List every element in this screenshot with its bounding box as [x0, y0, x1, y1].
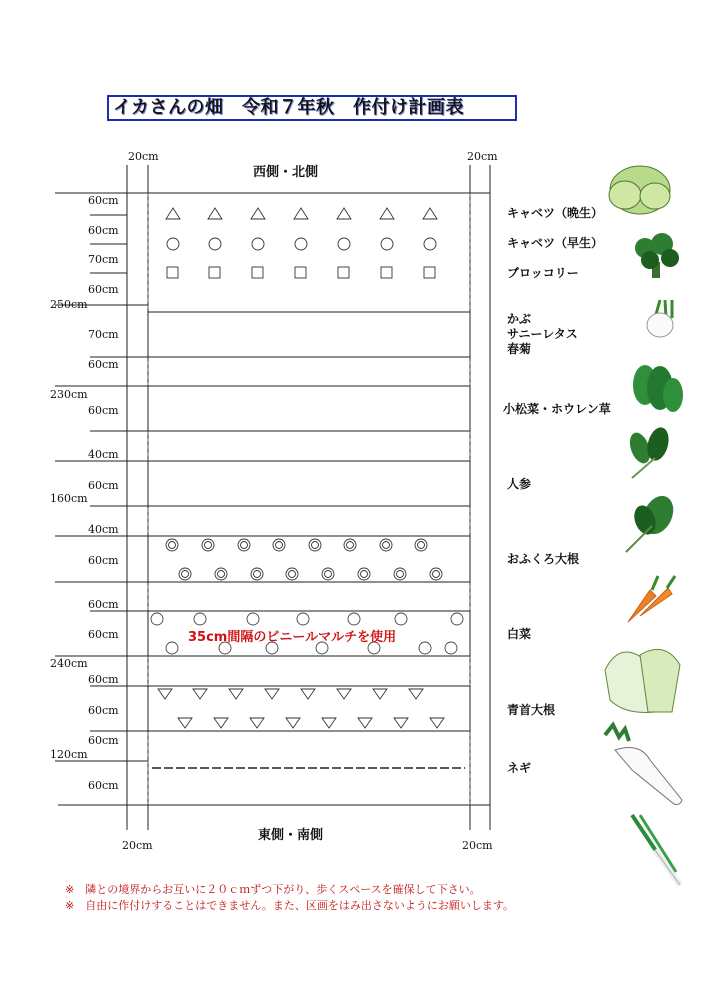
row-label: 60cm — [88, 628, 119, 641]
veg-shungiku: 春菊 — [507, 342, 532, 356]
footer-note-1: ※ 隣との境界からお互いに２０ｃｍずつ下がり、歩くスペースを確保して下さい。 — [65, 883, 481, 896]
row-label: 60cm — [88, 479, 119, 492]
broccoli-illustration — [635, 233, 679, 278]
margin-top-left: 20cm — [128, 150, 159, 163]
row-label: 60cm — [88, 404, 119, 417]
row-label: 60cm — [88, 598, 119, 611]
daikon-illustration — [605, 725, 682, 805]
row-label: 60cm — [88, 358, 119, 371]
bed-komatsuna — [148, 386, 470, 431]
veg-komatsuna: 小松菜・ホウレン草 — [503, 402, 611, 416]
veg-cabbage-late: キャベツ（晩生） — [507, 206, 604, 220]
row-label: 60cm — [88, 194, 119, 207]
group-label: 250cm — [50, 298, 88, 311]
row-label: 60cm — [88, 673, 119, 686]
komatsuna-illustration — [626, 425, 672, 478]
veg-ofukuro-daikon: おふくろ大根 — [507, 552, 580, 566]
veg-sunny-lettuce: サニーレタス — [507, 327, 578, 341]
group-label: 240cm — [50, 657, 88, 670]
row-label: 40cm — [88, 523, 119, 536]
row-label: 60cm — [88, 704, 119, 717]
row-label: 60cm — [88, 283, 119, 296]
west-north-label: 西側・北側 — [253, 165, 319, 180]
row-label: 60cm — [88, 554, 119, 567]
daikon-double-circles — [166, 539, 442, 580]
group-label: 120cm — [50, 748, 88, 761]
green-onion-illustration — [632, 815, 680, 885]
margin-bottom-left: 20cm — [122, 839, 153, 852]
footer-note-2: ※ 自由に作付けすることはできません。また、区画をはみ出さないようにお願いします。 — [65, 899, 514, 912]
napa-cabbage-illustration — [605, 649, 680, 712]
veg-hakusai: 白菜 — [507, 627, 532, 641]
row-label: 60cm — [88, 734, 119, 747]
veg-negi: ネギ — [507, 761, 532, 775]
veg-aokubi-daikon: 青首大根 — [507, 703, 556, 717]
turnip-illustration — [647, 300, 673, 337]
margin-bottom-right: 20cm — [462, 839, 493, 852]
east-south-label: 東側・南側 — [258, 828, 324, 843]
margin-top-right: 20cm — [467, 150, 498, 163]
row-label: 60cm — [88, 779, 119, 792]
bed-aokubi-daikon — [148, 686, 470, 731]
carrot-illustration — [628, 576, 675, 622]
aokubi-triangles — [158, 689, 444, 728]
veg-cabbage-early: キャベツ（早生） — [507, 236, 604, 250]
bed-carrot — [148, 461, 470, 506]
veg-broccoli: ブロッコリー — [507, 266, 579, 280]
bed-kabu-lettuce — [148, 312, 470, 357]
group-label: 230cm — [50, 388, 88, 401]
row-label: 60cm — [88, 224, 119, 237]
broccoli-squares — [167, 267, 435, 278]
spinach-leaf-illustration — [626, 491, 679, 552]
row-label: 40cm — [88, 448, 119, 461]
veg-kabu: かぶ — [507, 312, 532, 326]
cabbage-early-circles — [167, 238, 436, 250]
mulch-note: 35cm間隔のビニールマルチを使用 — [188, 630, 397, 645]
row-label: 70cm — [88, 253, 119, 266]
cabbage-illustration — [609, 166, 670, 214]
spinach-illustration — [633, 365, 683, 412]
group-label: 160cm — [50, 492, 88, 505]
row-label: 70cm — [88, 328, 119, 341]
veg-carrot: 人参 — [507, 477, 532, 491]
cabbage-late-triangles — [166, 208, 437, 219]
plan-title: イカさんの畑 令和７年秋 作付け計画表 — [113, 97, 464, 118]
